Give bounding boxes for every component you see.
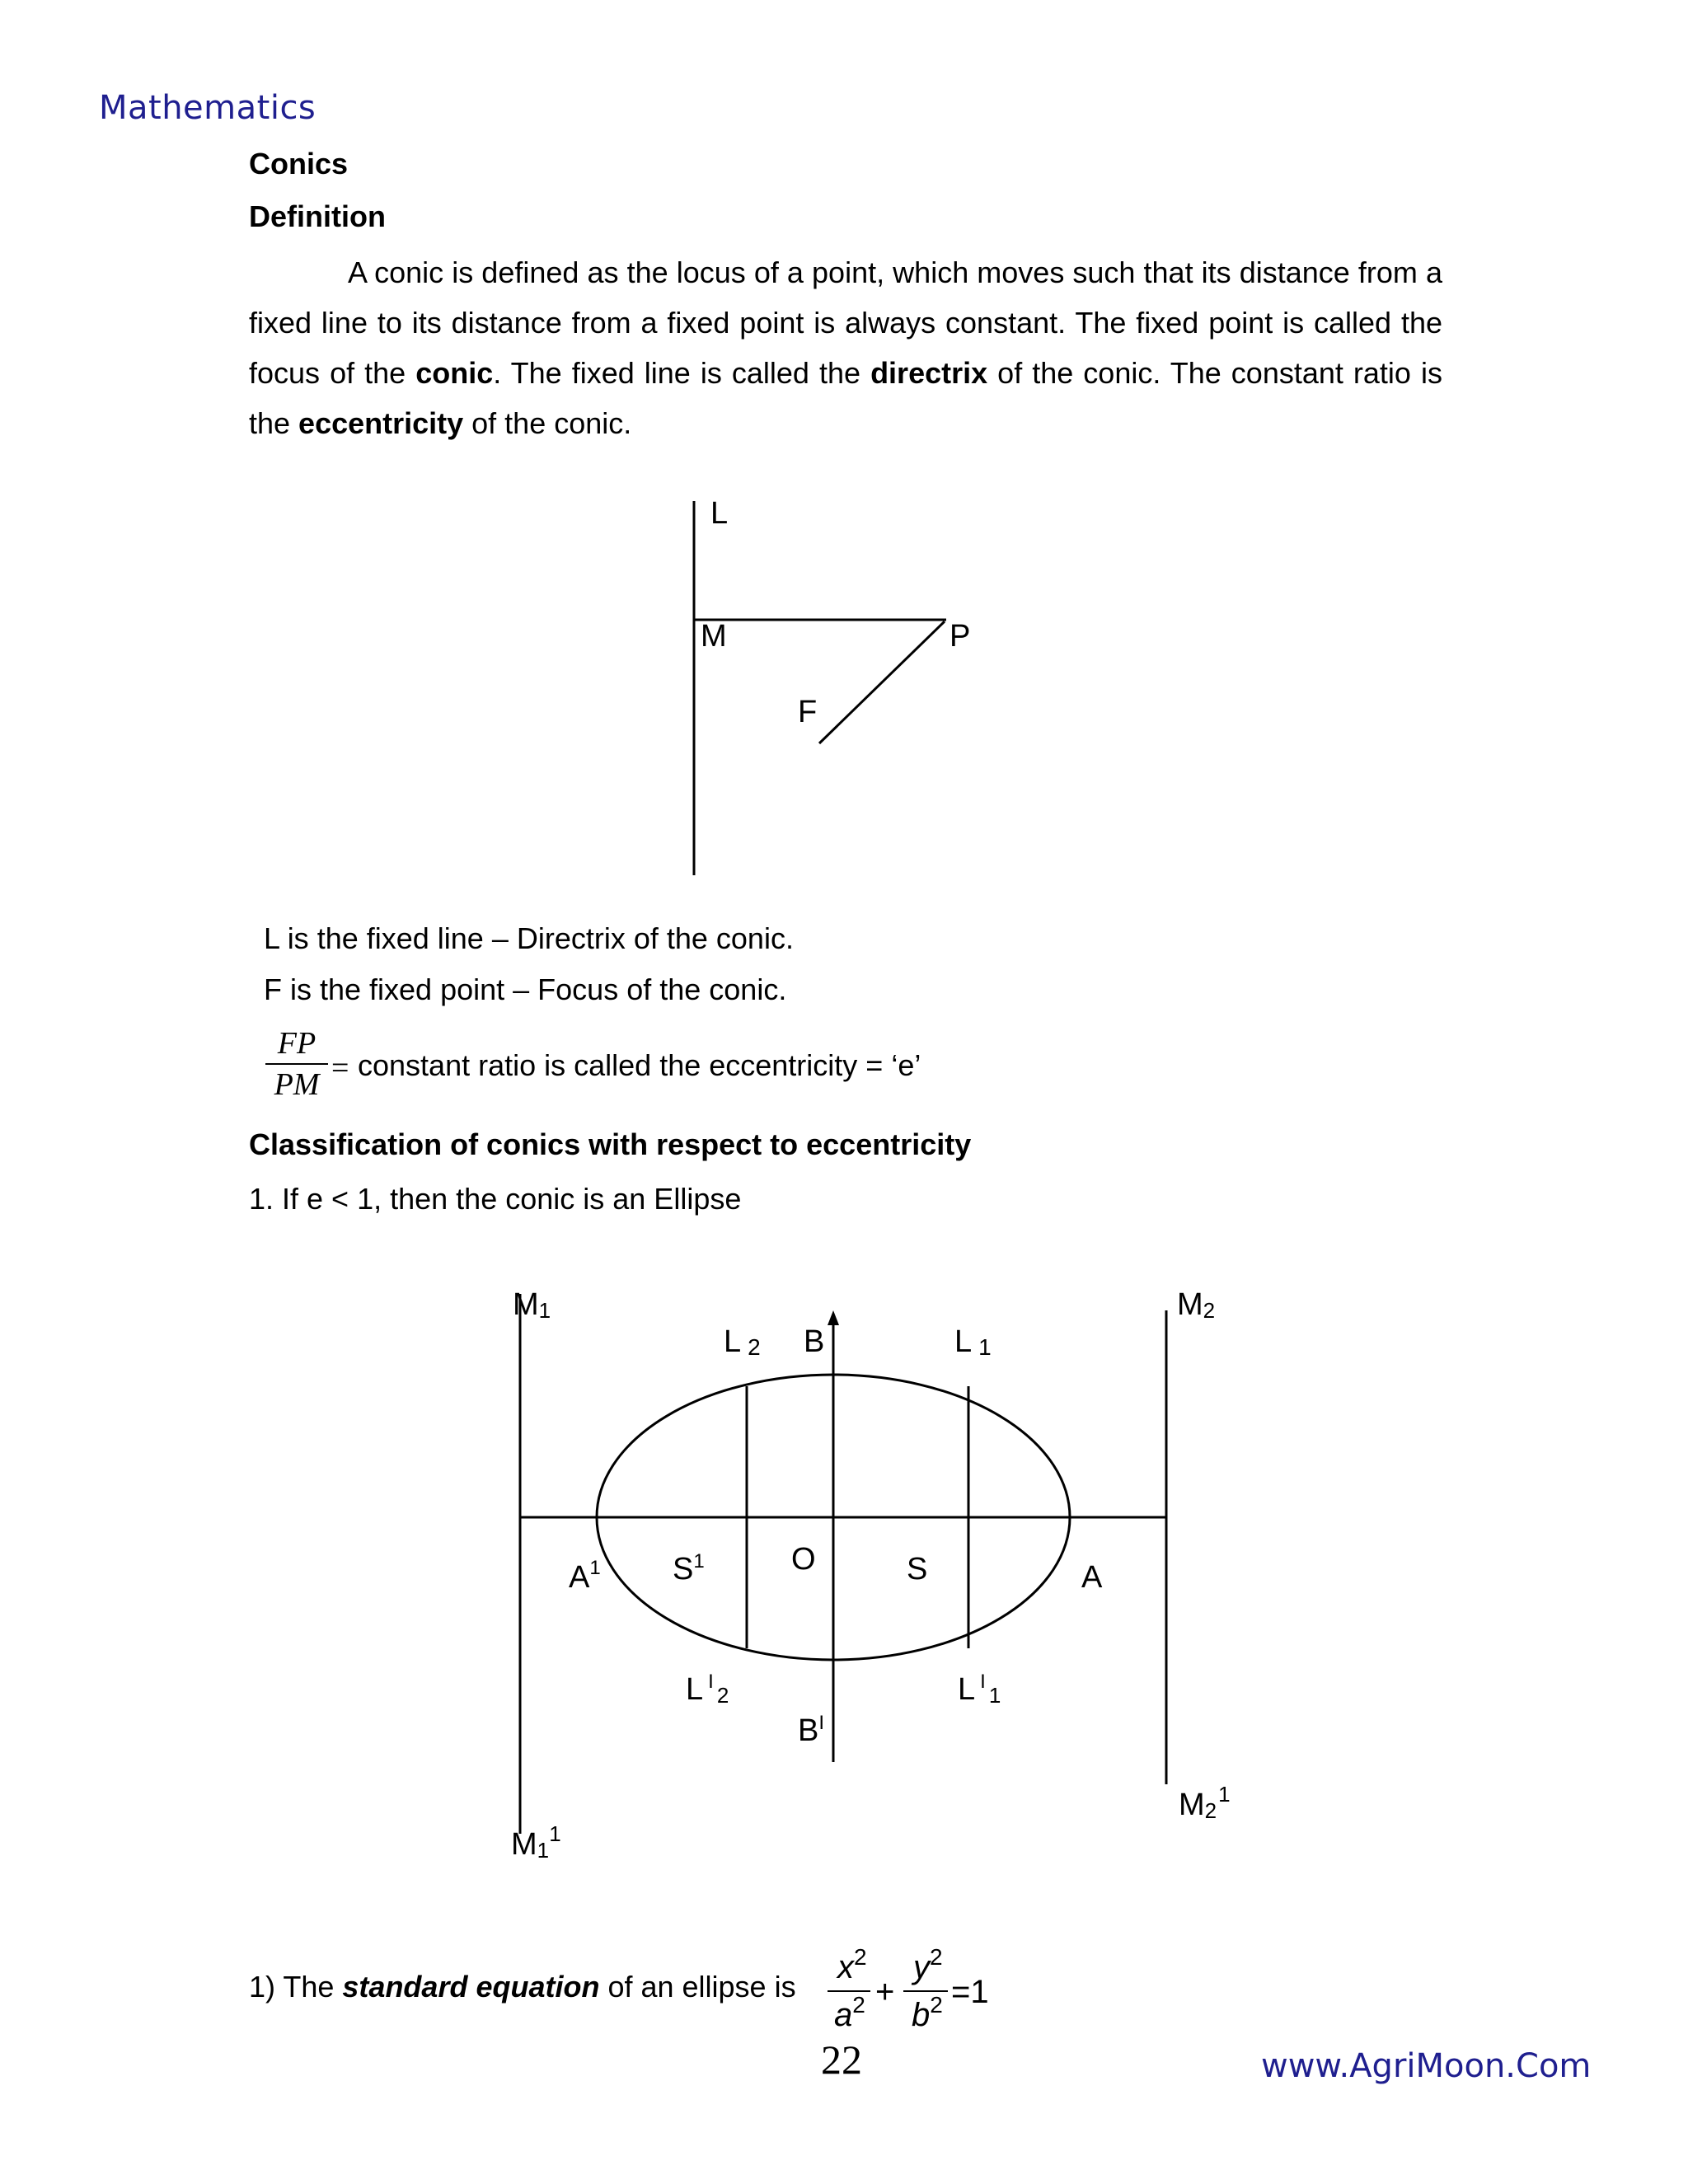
label-O: O	[791, 1542, 816, 1577]
label-P: P	[950, 619, 971, 654]
label-S: S	[907, 1552, 928, 1586]
label-A: A	[1081, 1560, 1103, 1595]
note-directrix: L is the fixed line – Directrix of the conic.	[264, 921, 794, 955]
label-F: F	[798, 695, 818, 729]
definition-paragraph: A conic is defined as the locus of a point, which moves such that its distance from a fixed line to its distance from a fixed point is always constant. The fixed point is called the focus of the conic. The fixed line is called the directrix of the conic. The constant ratio is the eccentricity of the conic.	[249, 255, 1442, 440]
bold-conic: conic	[415, 356, 494, 390]
label-M1-prime: $M1^1$	[511, 1821, 561, 1863]
standard-equation-text: 1) The standard equation of an ellipse is	[249, 1970, 796, 2004]
label-L2-prime: L $^I_2$	[686, 1671, 729, 1708]
segment-pf	[819, 621, 945, 743]
label-M1: M1	[513, 1287, 551, 1323]
svg-text:b2: $b^2$	[912, 1992, 943, 2033]
frac-bar	[265, 1063, 328, 1065]
frac-equals: =	[331, 1051, 349, 1085]
frac-denominator: PM	[274, 1067, 320, 1102]
label-L1-prime: L $^I_1$	[958, 1671, 1001, 1708]
classification-item-1: 1. If e < 1, then the conic is an Ellipse	[249, 1182, 742, 1216]
svg-text:y2: $y^2$	[913, 1944, 943, 1985]
section-title: Conics	[249, 147, 349, 180]
svg-text:a2: $a^2$	[834, 1992, 865, 2033]
bold-eccentricity: eccentricity	[298, 406, 464, 440]
classification-title: Classification of conics with respect to eccentricity	[249, 1127, 972, 1161]
bold-italic-standard-equation: standard equation	[342, 1970, 600, 2004]
label-L1: L 1	[954, 1324, 992, 1360]
label-L: L	[710, 496, 729, 531]
footer-url[interactable]: www.AgriMoon.Com	[1261, 2047, 1592, 2085]
svg-text:=1: =1	[951, 1974, 989, 2010]
bold-directrix: directrix	[870, 356, 988, 390]
note-focus: F is the fixed point – Focus of the conic.	[264, 972, 787, 1006]
ellipse-equation	[823, 1937, 1012, 2044]
label-M2: M2	[1177, 1287, 1216, 1323]
ellipse-diagram	[495, 1286, 1236, 1879]
label-S1: $S^1$	[673, 1550, 705, 1586]
eccentricity-text: constant ratio is called the eccentricity = ‘e’	[358, 1048, 921, 1082]
svg-text:+: +	[875, 1974, 895, 2010]
section-subtitle: Definition	[249, 199, 386, 233]
label-L2: L 2	[724, 1324, 761, 1360]
label-M2-prime: $M2^1$	[1179, 1782, 1231, 1823]
label-B-prime: $B^I$	[798, 1712, 825, 1748]
eccentricity-fraction	[265, 1025, 328, 1103]
frac-numerator: FP	[277, 1026, 316, 1061]
header-subject: Mathematics	[99, 89, 316, 127]
label-M: M	[701, 619, 727, 654]
label-A1: $A^1$	[569, 1557, 601, 1595]
page-number: 22	[821, 2036, 862, 2083]
label-B: B	[804, 1324, 825, 1359]
directrix-focus-diagram	[643, 486, 1006, 882]
svg-text:x2: $x^2$	[837, 1944, 867, 1985]
arrow-head	[828, 1310, 839, 1325]
